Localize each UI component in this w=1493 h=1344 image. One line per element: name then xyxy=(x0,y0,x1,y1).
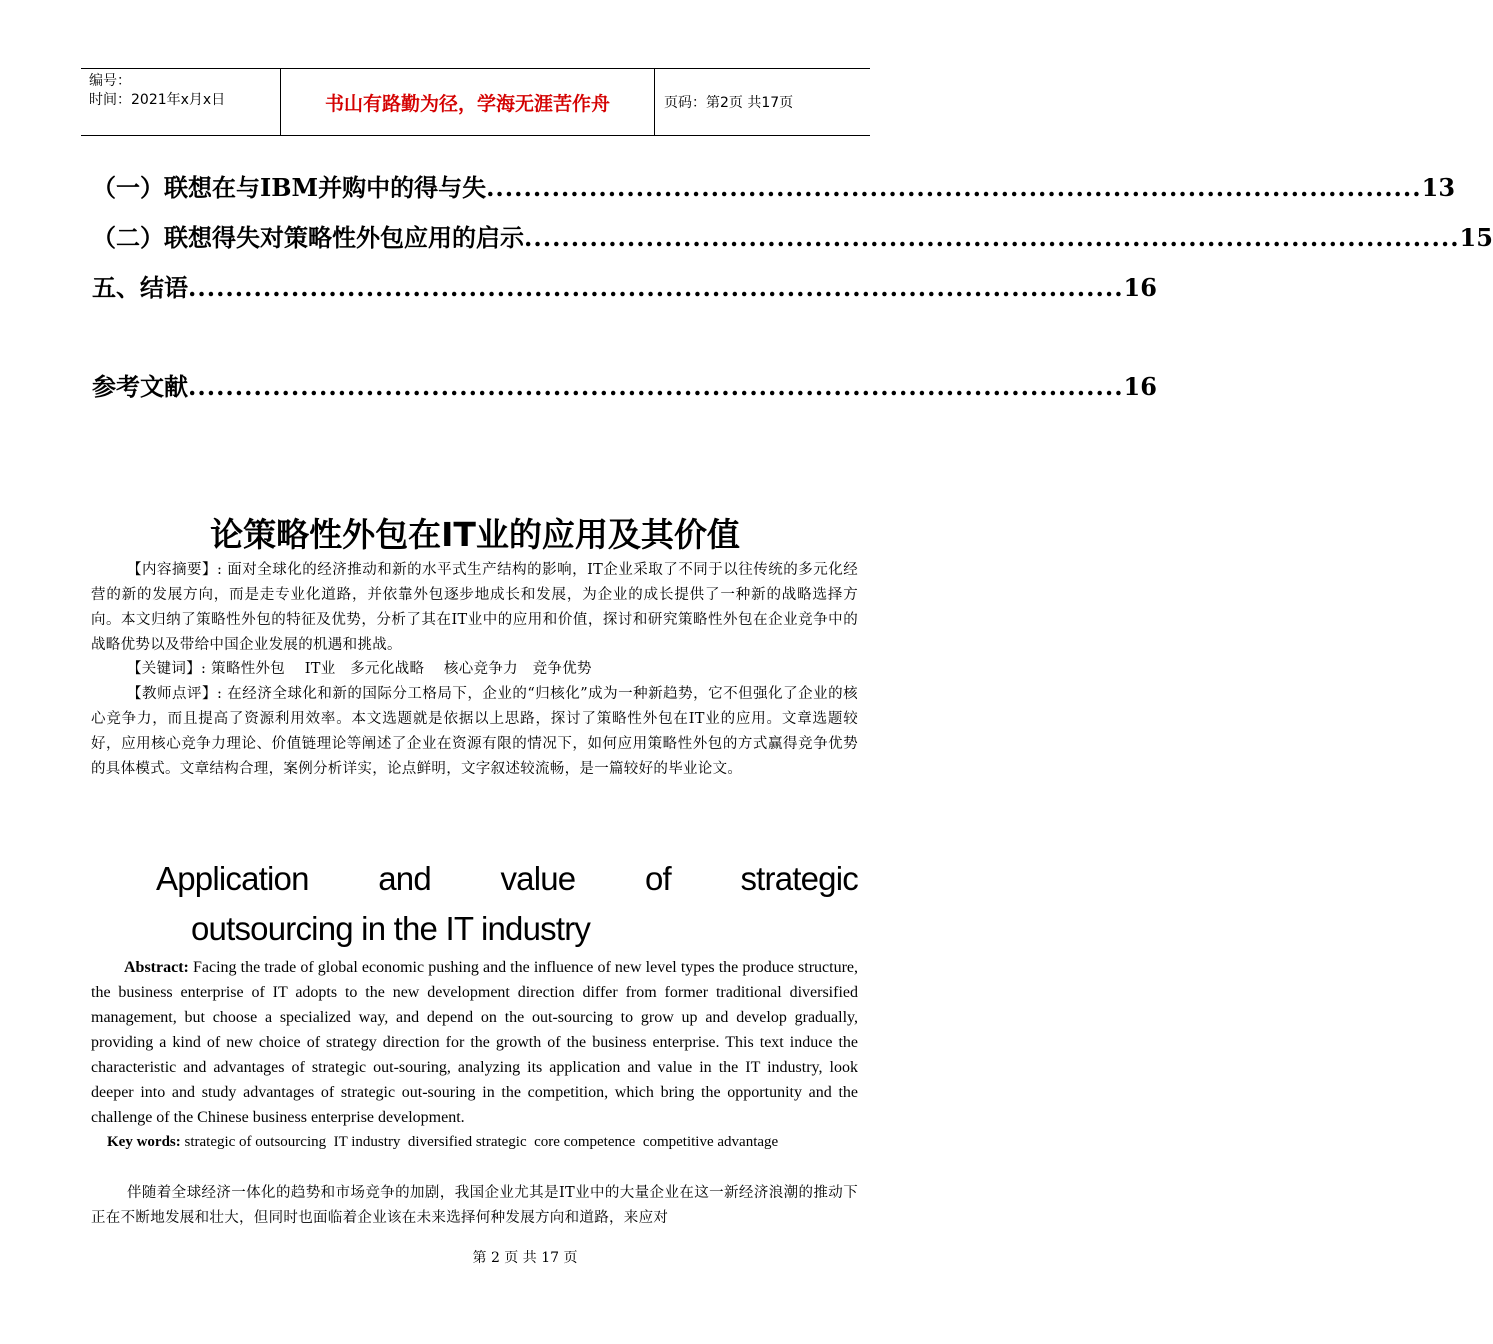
toc-entry-title: 参考文献 xyxy=(92,372,188,401)
summary-text: : 面对全球化的经济推动和新的水平式生产结构的影响，IT企业采取了不同于以往传统的多元化经营的新的发展方向，而是走专业化道路，并依靠外包逐步地成长和发展，为企业的成长提供了一种新的战略选择方向。本文归纳了策略性外包的特征及优势，分析了其在IT业中的应用和价值，探讨和研究策略性外包在企业竞争中的战略优势以及带给中国企业发展的机遇和挑战。 xyxy=(91,562,858,653)
toc-leader-dots: .................................................................................................... xyxy=(188,372,1124,401)
toc-entry-title: （一）联想在与IBM并购中的得与失 xyxy=(92,173,487,202)
toc-leader-dots: .................................................................................................... xyxy=(188,273,1124,302)
title-en-word: and xyxy=(378,860,431,897)
header-motto: 书山有路勤为径，学海无涯苦作舟 xyxy=(281,69,655,135)
paper-title-cn: 论策略性外包在IT业的应用及其价值 xyxy=(210,515,740,554)
abstract-en-label: Abstract: xyxy=(124,959,189,976)
title-en-word: value xyxy=(500,860,576,897)
toc-entry xyxy=(92,367,1157,402)
teacher-comment-text: : 在经济全球化和新的国际分工格局下，企业的“归核化”成为一种新趋势，它不但强化了企业的核心竞争力，而且提高了资源利用效率。本文选题就是依据以上思路，探讨了策略性外包在IT业的应用。文章选题较好，应用核心竞争力理论、价值链理论等阐述了企业在资源有限的情况下，如何应用策略性外包的方式赢得竞争优势的具体模式。文章结构合理，案例分析详实，论点鲜明，文字叙述较流畅，是一篇较好的毕业论文。 xyxy=(91,686,858,777)
header-meta-cell xyxy=(81,69,281,135)
paper-title-en-line1 xyxy=(156,860,858,898)
paper-title-en-line2: outsourcing in the IT industry xyxy=(191,910,591,947)
page-header xyxy=(81,68,870,136)
toc-entry-page: 16 xyxy=(1123,372,1157,401)
toc-entry xyxy=(92,268,1157,303)
toc-entry-page: 15 xyxy=(1459,223,1493,252)
toc-entry xyxy=(92,168,1456,203)
title-en-word: strategic xyxy=(740,860,858,897)
keywords-cn-label: 【关键词】 xyxy=(127,661,201,677)
toc-entry xyxy=(92,218,1493,253)
toc-leader-dots: .................................................................................................... xyxy=(486,173,1422,202)
page-footer: 第 2 页 共 17 页 xyxy=(472,1250,578,1266)
keywords-cn-paragraph xyxy=(91,657,858,682)
toc-entry-page: 16 xyxy=(1123,273,1157,302)
keywords-cn-text: : 策略性外包 IT业 多元化战略 核心竞争力 竞争优势 xyxy=(201,661,592,677)
keywords-en-paragraph xyxy=(107,1130,867,1155)
toc-entry-title: 五、结语 xyxy=(92,273,188,302)
summary-label: 【内容摘要】 xyxy=(127,562,217,578)
document-time-label: 时间：2021年x月x日 xyxy=(89,92,226,108)
document-number-label: 编号： xyxy=(89,73,131,89)
abstract-en-text: Facing the trade of global economic pushing and the influence of new level types the produce structure, the business enterprise of IT adopts to the new development direction differ from former traditional diversified management, but choose a specialized way, and depend on the out-sourcing to grow up and develop gradually, providing a kind of new choice of strategy direction for the growth of the business enterprise. This text induce the characteristic and advantages of strategic out-souring, analyzing its application and value in the IT industry, look deeper into and study advantages of strategic out-souring in the competition, which bring the opportunity and the challenge of the Chinese business enterprise development. xyxy=(91,959,858,1126)
title-en-word: of xyxy=(644,860,671,897)
toc-leader-dots: .................................................................................................... xyxy=(524,223,1460,252)
abstract-en-paragraph xyxy=(91,955,858,1130)
toc-entry-page: 13 xyxy=(1421,173,1456,202)
summary-paragraph xyxy=(91,558,858,658)
toc-entry-title: （二）联想得失对策略性外包应用的启示 xyxy=(92,223,524,252)
keywords-en-text: strategic of outsourcing IT industry diversified strategic core competence competitive advantage xyxy=(180,1134,779,1150)
keywords-en-label: Key words: xyxy=(107,1134,181,1150)
teacher-comment-paragraph xyxy=(91,682,858,782)
header-page-number: 页码：第2页 共17页 xyxy=(664,95,794,111)
body-paragraph: 伴随着全球经济一体化的趋势和市场竞争的加剧，我国企业尤其是IT业中的大量企业在这一新经济浪潮的推动下正在不断地发展和壮大，但同时也面临着企业该在未来选择何种发展方向和道路，来应对 xyxy=(91,1185,858,1226)
title-en-word: Application xyxy=(156,860,309,897)
teacher-comment-label: 【教师点评】 xyxy=(127,686,218,702)
